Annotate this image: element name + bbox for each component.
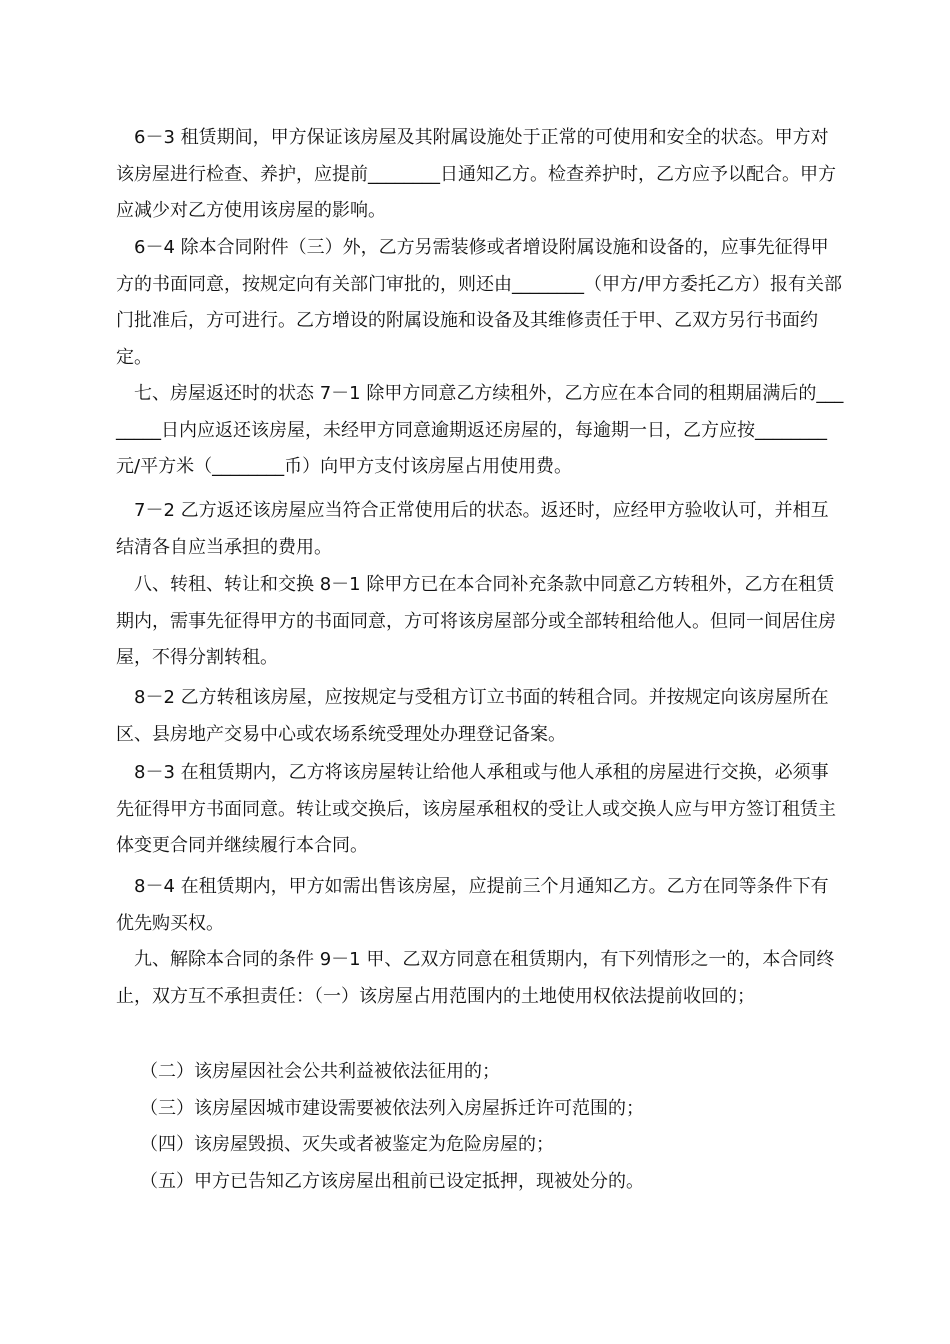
clause-7-1: 七、房屋返还时的状态 7－1 除甲方同意乙方续租外，乙方应在本合同的租期届满后的________日内应返还该房屋，未经甲方同意逾期返还房屋的，每逾期一日，乙方应按________元/平方米（________币）向甲方支付该房屋占用使用费。: [116, 383, 844, 477]
termination-item-5: （五）甲方已告知乙方该房屋出租前已设定抵押，现被处分的。: [140, 1171, 644, 1192]
clause-9-1: 九、解除本合同的条件 9－1 甲、乙双方同意在租赁期内，有下列情形之一的，本合同终止，双方互不承担责任：（一）该房屋占用范围内的土地使用权依法提前收回的；: [116, 949, 835, 1007]
clause-6-4: 6－4 除本合同附件（三）外，乙方另需装修或者增设附属设施和设备的，应事先征得甲方的书面同意，按规定向有关部门审批的，则还由________（甲方/甲方委托乙方）报有关部门批准后，方可进行。乙方增设的附属设施和设备及其维修责任于甲、乙双方另行书面约定。: [116, 237, 843, 368]
clause-8-4: 8－4 在租赁期内，甲方如需出售该房屋，应提前三个月通知乙方。乙方在同等条件下有优先购买权。: [116, 876, 829, 934]
clause-8-2: 8－2 乙方转租该房屋，应按规定与受租方订立书面的转租合同。并按规定向该房屋所在区、县房地产交易中心或农场系统受理处办理登记备案。: [116, 687, 829, 745]
termination-item-2: （二）该房屋因社会公共利益被依法征用的；: [140, 1061, 500, 1082]
termination-item-4: （四）该房屋毁损、灭失或者被鉴定为危险房屋的；: [140, 1134, 554, 1155]
clause-8-3: 8－3 在租赁期内，乙方将该房屋转让给他人承租或与他人承租的房屋进行交换，必须事先征得甲方书面同意。转让或交换后，该房屋承租权的受让人或交换人应与甲方签订租赁主体变更合同并继续履行本合同。: [116, 762, 836, 856]
clause-7-2: 7－2 乙方返还该房屋应当符合正常使用后的状态。返还时，应经甲方验收认可，并相互结清各自应当承担的费用。: [116, 500, 829, 558]
termination-item-3: （三）该房屋因城市建设需要被依法列入房屋拆迁许可范围的；: [140, 1098, 644, 1119]
clause-8-1: 八、转租、转让和交换 8－1 除甲方已在本合同补充条款中同意乙方转租外，乙方在租赁期内，需事先征得甲方的书面同意，方可将该房屋部分或全部转租给他人。但同一间居住房屋，不得分割转租。: [116, 574, 836, 668]
clause-6-3: 6－3 租赁期间，甲方保证该房屋及其附属设施处于正常的可使用和安全的状态。甲方对该房屋进行检查、养护，应提前________日通知乙方。检查养护时，乙方应予以配合。甲方应减少对乙方使用该房屋的影响。: [116, 127, 836, 221]
